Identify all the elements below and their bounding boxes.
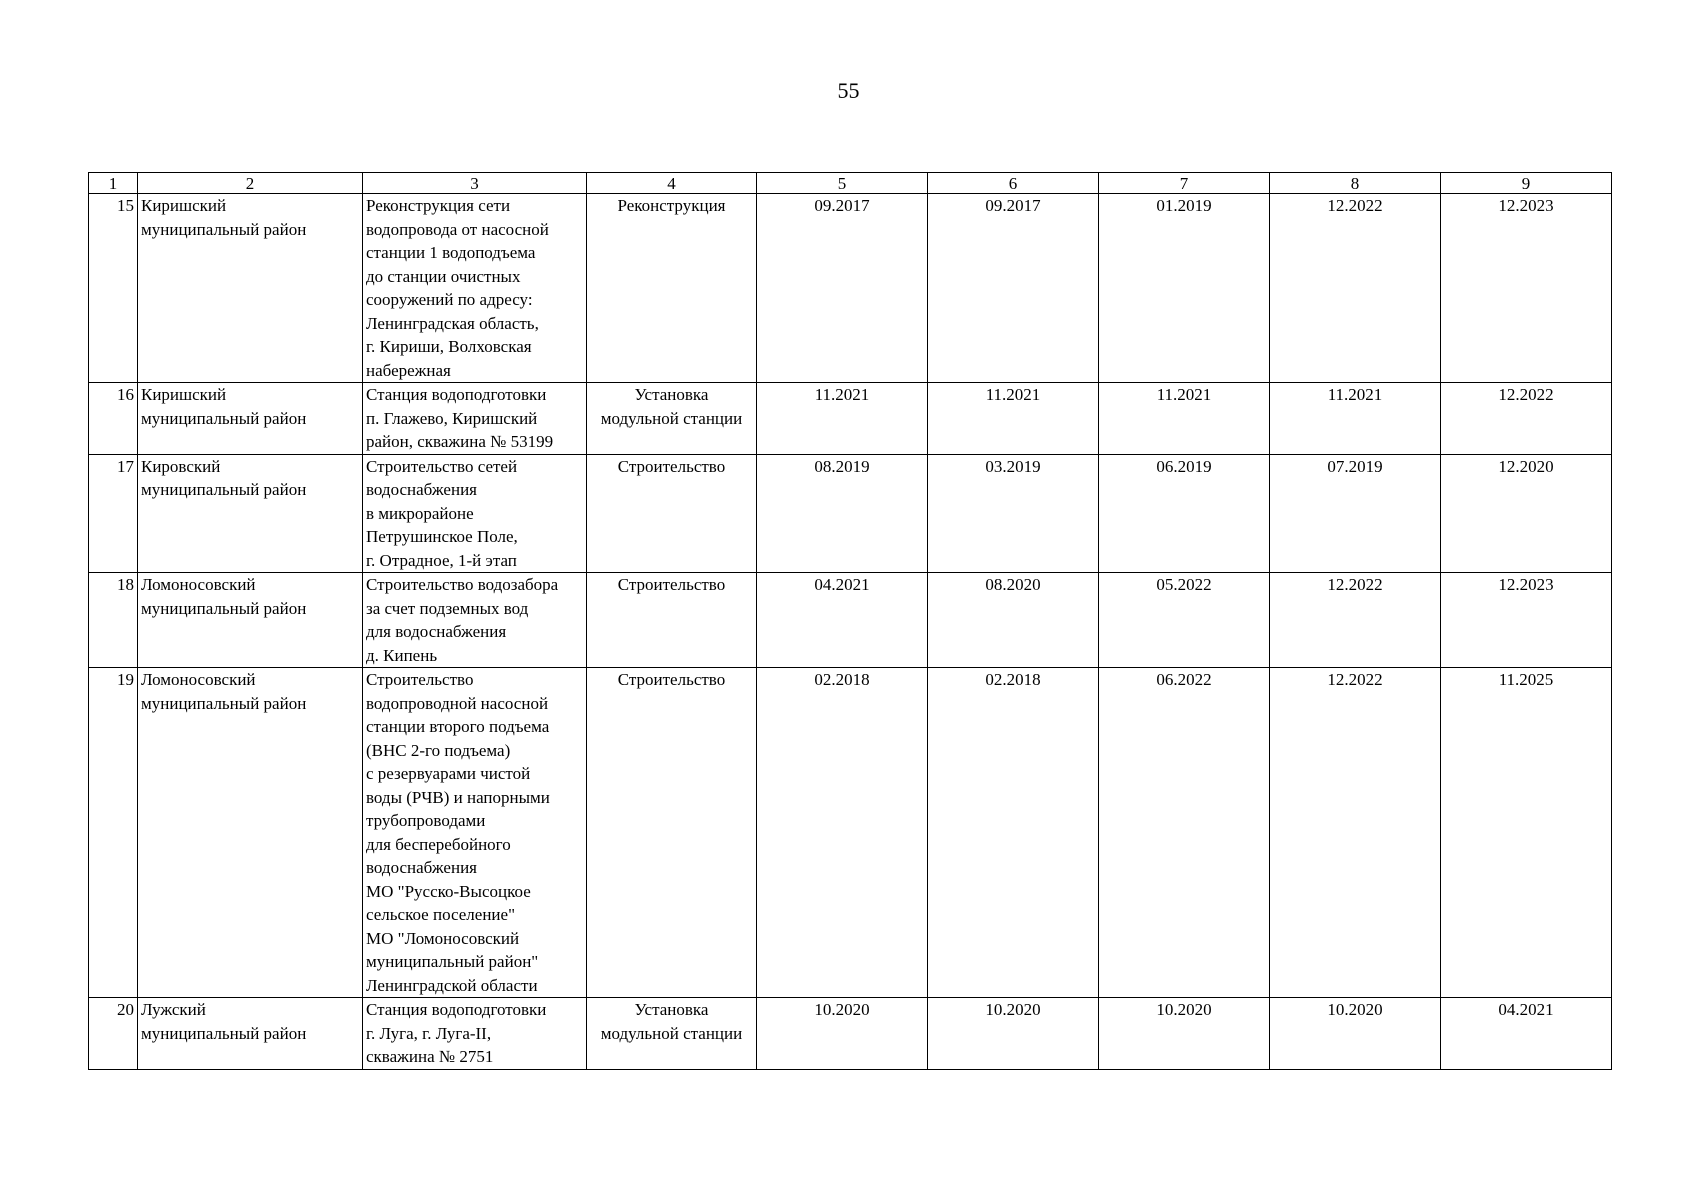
date-cell-col6: 09.2017: [928, 194, 1099, 383]
date-cell-col6: 08.2020: [928, 573, 1099, 668]
table-row: [89, 668, 1612, 998]
object-name-cell: Строительство водопроводной насосной станции второго подъема (ВНС 2-го подъема) с резервуарами чистой воды (РЧВ) и напорными трубопроводами для бесперебойного водоснабжения МО "Русско-Высоцкое сельское поселение" МО "Ломоносовский муниципальный район" Ленинградской области: [363, 668, 587, 998]
date-cell-col7: 11.2021: [1099, 383, 1270, 455]
date-cell-col9: 12.2023: [1441, 194, 1612, 383]
header-cell: 5: [757, 173, 928, 194]
work-type-cell: Реконструкция: [587, 194, 757, 383]
table-header-row: [89, 173, 1612, 194]
date-cell-col9: 12.2022: [1441, 383, 1612, 455]
object-name-cell: Станция водоподготовки п. Глажево, Киришский район, скважина № 53199: [363, 383, 587, 455]
row-number-cell: 20: [89, 998, 138, 1070]
district-cell: Кировский муниципальный район: [138, 454, 363, 573]
district-cell: Киришский муниципальный район: [138, 194, 363, 383]
date-cell-col6: 11.2021: [928, 383, 1099, 455]
date-cell-col8: 12.2022: [1270, 668, 1441, 998]
district-cell: Киришский муниципальный район: [138, 383, 363, 455]
date-cell-col8: 10.2020: [1270, 998, 1441, 1070]
row-number-cell: 19: [89, 668, 138, 998]
object-name-cell: Станция водоподготовки г. Луга, г. Луга-II, скважина № 2751: [363, 998, 587, 1070]
date-cell-col7: 10.2020: [1099, 998, 1270, 1070]
date-cell-col8: 12.2022: [1270, 194, 1441, 383]
date-cell-col5: 04.2021: [757, 573, 928, 668]
row-number-cell: 17: [89, 454, 138, 573]
date-cell-col5: 11.2021: [757, 383, 928, 455]
table-row: [89, 383, 1612, 455]
date-cell-col6: 03.2019: [928, 454, 1099, 573]
date-cell-col6: 02.2018: [928, 668, 1099, 998]
header-cell: 9: [1441, 173, 1612, 194]
projects-table: [88, 172, 1612, 1070]
work-type-cell: Строительство: [587, 573, 757, 668]
table-row: [89, 194, 1612, 383]
date-cell-col7: 05.2022: [1099, 573, 1270, 668]
district-cell: Ломоносовский муниципальный район: [138, 573, 363, 668]
date-cell-col9: 12.2020: [1441, 454, 1612, 573]
date-cell-col9: 11.2025: [1441, 668, 1612, 998]
header-cell: 1: [89, 173, 138, 194]
work-type-cell: Строительство: [587, 668, 757, 998]
object-name-cell: Строительство сетей водоснабжения в микрорайоне Петрушинское Поле, г. Отрадное, 1-й этап: [363, 454, 587, 573]
work-type-cell: Строительство: [587, 454, 757, 573]
date-cell-col8: 07.2019: [1270, 454, 1441, 573]
district-cell: Ломоносовский муниципальный район: [138, 668, 363, 998]
date-cell-col7: 01.2019: [1099, 194, 1270, 383]
row-number-cell: 15: [89, 194, 138, 383]
work-type-cell: Установка модульной станции: [587, 383, 757, 455]
date-cell-col7: 06.2022: [1099, 668, 1270, 998]
date-cell-col5: 09.2017: [757, 194, 928, 383]
work-type-cell: Установка модульной станции: [587, 998, 757, 1070]
date-cell-col8: 12.2022: [1270, 573, 1441, 668]
date-cell-col9: 12.2023: [1441, 573, 1612, 668]
date-cell-col6: 10.2020: [928, 998, 1099, 1070]
date-cell-col7: 06.2019: [1099, 454, 1270, 573]
header-cell: 3: [363, 173, 587, 194]
header-cell: 6: [928, 173, 1099, 194]
date-cell-col5: 10.2020: [757, 998, 928, 1070]
header-cell: 4: [587, 173, 757, 194]
row-number-cell: 16: [89, 383, 138, 455]
date-cell-col8: 11.2021: [1270, 383, 1441, 455]
date-cell-col9: 04.2021: [1441, 998, 1612, 1070]
table-row: [89, 454, 1612, 573]
header-cell: 2: [138, 173, 363, 194]
row-number-cell: 18: [89, 573, 138, 668]
table-row: [89, 998, 1612, 1070]
date-cell-col5: 08.2019: [757, 454, 928, 573]
header-cell: 8: [1270, 173, 1441, 194]
page-number: 55: [837, 78, 860, 103]
date-cell-col5: 02.2018: [757, 668, 928, 998]
object-name-cell: Реконструкция сети водопровода от насосной станции 1 водоподъема до станции очистных сооружений по адресу: Ленинградская область, г. Кириши, Волховская набережная: [363, 194, 587, 383]
header-cell: 7: [1099, 173, 1270, 194]
object-name-cell: Строительство водозабора за счет подземных вод для водоснабжения д. Кипень: [363, 573, 587, 668]
district-cell: Лужский муниципальный район: [138, 998, 363, 1070]
table-row: [89, 573, 1612, 668]
